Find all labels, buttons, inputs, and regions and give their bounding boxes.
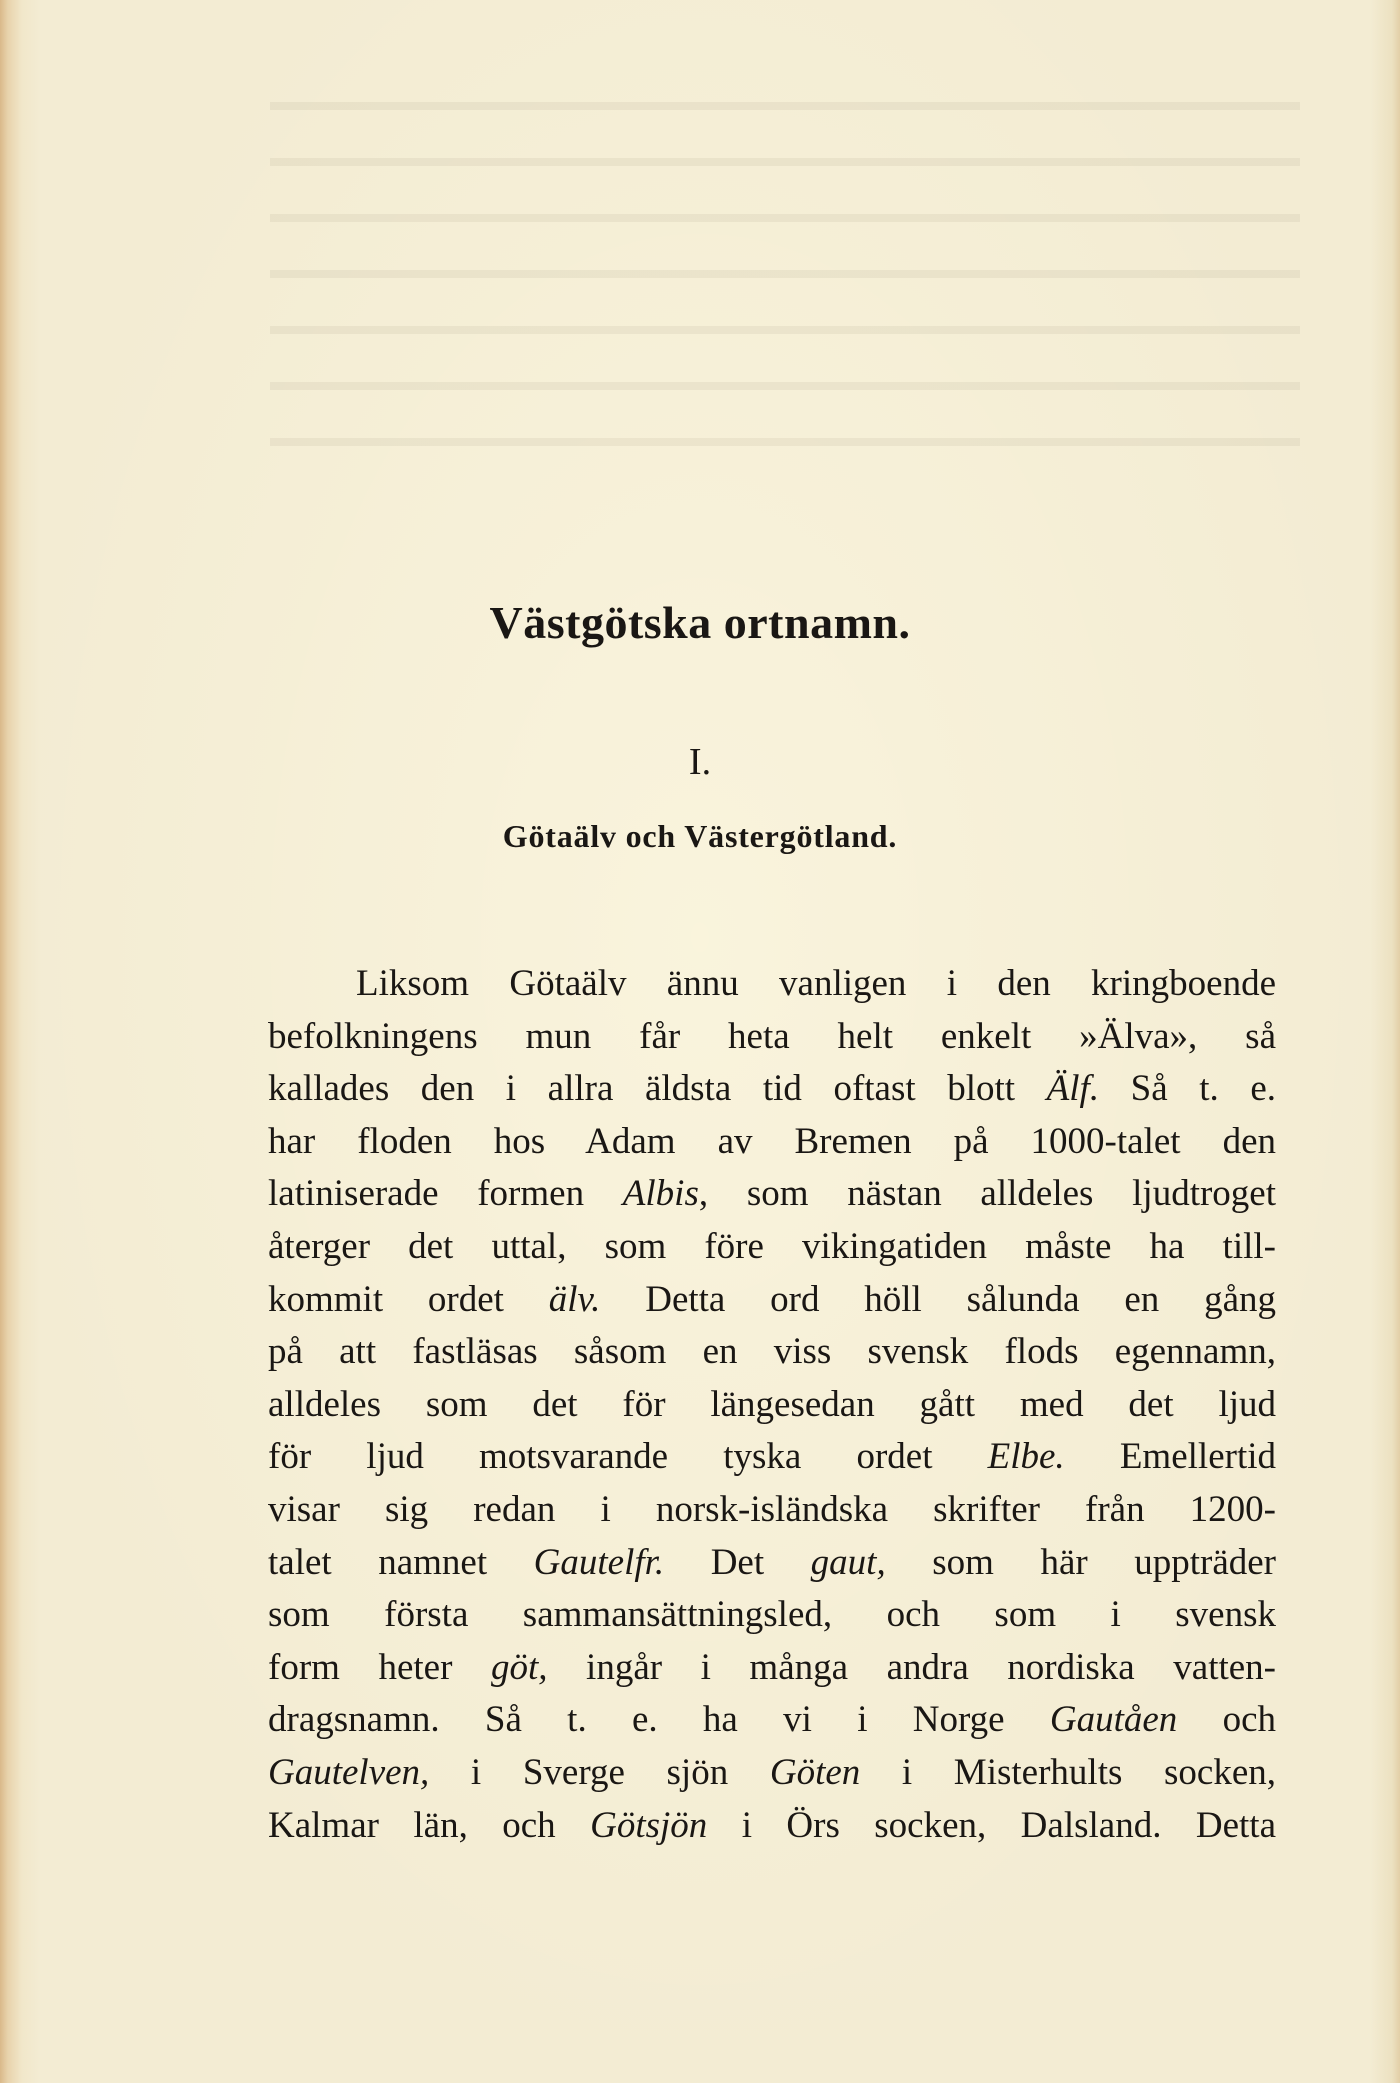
text-run: som första sammansättningsled, och som i svensk [268,1594,1276,1636]
text-run: Detta ord höll sålunda en gång [600,1278,1276,1320]
text-run: talet namnet [268,1541,534,1583]
italic-term: Göten [769,1751,861,1793]
text-run: form heter [268,1646,491,1688]
italic-term: gaut, [810,1541,886,1583]
body-paragraph [268,958,1276,1852]
text-run: i Sverge sjön [429,1751,770,1793]
text-run: i Örs socken, Dalsland. Detta [707,1804,1276,1846]
italic-term: Gautelven, [268,1751,430,1793]
text-line [268,1221,1276,1274]
italic-term: Elbe. [987,1436,1065,1478]
text-line [268,1747,1276,1800]
italic-term: Gautelfr. [533,1541,665,1583]
chapter-number: I. [688,741,712,783]
italic-term: göt, [490,1646,548,1688]
text-run: kommit ordet [268,1278,549,1320]
text-run: kallades den i allra äldsta tid oftast blott [268,1068,1047,1110]
text-line [268,1063,1276,1116]
text-run: befolkningens mun får heta helt enkelt »Älva», så [268,1015,1276,1057]
text-line [268,1168,1276,1221]
text-line [268,1800,1276,1853]
text-run: i Misterhults socken, [860,1751,1276,1793]
text-run: på att fastläsas såsom en viss svensk flods egennamn, [268,1331,1276,1373]
text-line [268,1274,1276,1327]
show-through-text [270,70,1300,450]
text-run: återger det uttal, som före vikingatiden måste ha till- [268,1225,1276,1267]
text-line [268,1326,1276,1379]
italic-term: Gautåen [1049,1699,1178,1741]
text-line [268,1537,1276,1590]
text-run: latiniserade formen [268,1173,623,1215]
text-run: ingår i många andra nordiska vatten- [547,1646,1276,1688]
italic-term: Albis [622,1173,699,1215]
text-run: Liksom Götaälv ännu vanligen i den kringboende [356,963,1276,1004]
text-run: har floden hos Adam av Bremen på 1000-talet den [268,1120,1276,1162]
text-run: för ljud motsvarande tyska ordet [268,1436,988,1478]
text-line [268,1694,1276,1747]
page-title: Västgötska ortnamn. [489,597,911,648]
text-line [268,1642,1276,1695]
chapter-title: Götaälv och Västergötland. [502,818,898,854]
text-line [268,1116,1276,1169]
text-line [268,1431,1276,1484]
text-run: som här uppträder [885,1541,1276,1583]
text-run: alldeles som det för längesedan gått med det ljud [268,1383,1276,1425]
italic-term: älv. [548,1278,601,1320]
text-run: Kalmar län, och [268,1804,591,1846]
text-line [268,1484,1276,1537]
text-line [268,958,1276,1011]
text-run: visar sig redan i norsk-isländska skrifter från 1200- [268,1488,1276,1530]
text-run: Det [664,1541,811,1583]
text-run: Så t. e. [1099,1068,1277,1110]
text-run: Emellertid [1064,1436,1277,1478]
text-line [268,1011,1276,1064]
text-run: , som nästan alldeles ljudtroget [698,1173,1277,1215]
text-run: och [1177,1699,1276,1741]
text-line [268,1589,1276,1642]
italic-term: Götsjön [590,1804,708,1846]
text-run: dragsnamn. Så t. e. ha vi i Norge [268,1699,1050,1741]
italic-term: Älf. [1046,1068,1100,1110]
text-line [268,1379,1276,1432]
